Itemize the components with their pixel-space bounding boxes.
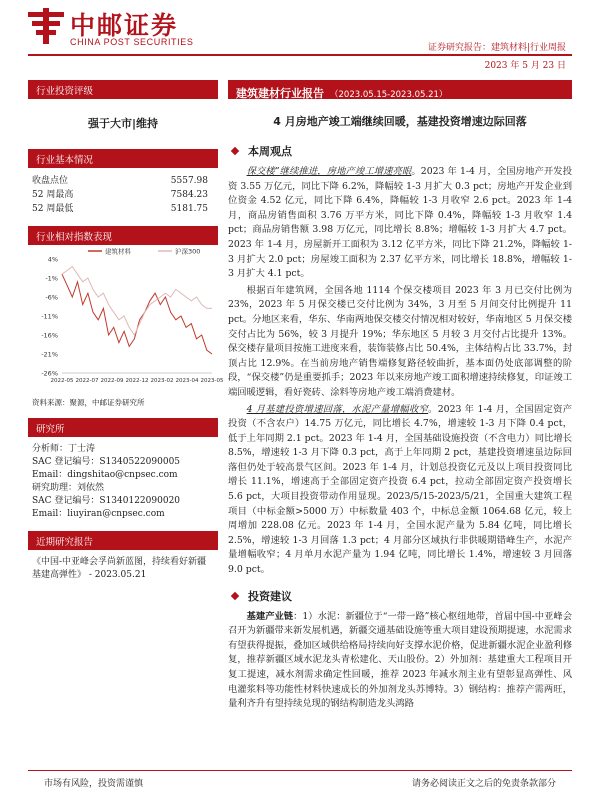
paragraph-advice — [228, 610, 572, 712]
paragraph-body: 。2023 年 1-4 月，全国固定资产投资（不含农户）14.75 万亿元，同比增长 4.7%，增速较 1-3 月下降 0.4 pct，低于上年同期 2.1 pct。2023 年 1-4 月，全国基础设施投资（不含电力）同比增长 8.5%，增速较 1-3 月下降 0.3 pct，高于上年同期 2 pct，基建投资增速虽边际回落但仍处于较高景气区间。2023 年 1-4 月，计划总投资亿元及以上项目投资同比增长 11.1%，增速高于全部固定资产投资 6.4 pct，拉动全部固定资产投资增长 5.6 pct，大项目投资带动作用显现。2023/5/15-2023/5/21，全国重大建筑工程项目（中标金额>5000 万）中标数量 403 个，中标总金额 1064.68 亿元，较上周增加 228.08 亿元。2023 年 1-4 月，全国水泥产量为 5.84 亿吨，同比增长 2.5%，增速较 1-3 月回落 1.3 pct；4 月部分区域执行非供暖期错峰生产，水泥产量增幅收窄；4 月单月水泥产量为 1.94 亿吨，同比增长 1.4%，增速较 3 月回落 9.0 pct。 — [228, 403, 572, 576]
basics-key: 52 周最高 — [32, 190, 74, 200]
assistant-name: 研究助理：刘依然 — [32, 483, 105, 493]
basics-key: 收盘点位 — [32, 176, 69, 186]
report-category: 证券研究报告：建筑材料|行业周报 — [427, 43, 566, 53]
section-heading-advice — [228, 580, 572, 610]
basics-key: 52 周最低 — [32, 204, 74, 214]
x-tick-label: 2022-09 — [100, 378, 124, 384]
analyst-section-title: 研究所 — [28, 418, 218, 437]
paragraph-infrastructure — [228, 403, 572, 578]
analyst-name: 分析师：丁士涛 — [32, 444, 96, 454]
y-tick-label: -16% — [41, 331, 58, 340]
y-tick-label: -26% — [41, 369, 58, 378]
y-tick-label: -21% — [41, 350, 58, 359]
x-tick-label: 2023-02 — [150, 378, 174, 384]
diamond-bullet-icon — [231, 591, 239, 599]
diamond-bullet-icon — [231, 147, 239, 155]
company-logo — [28, 6, 218, 48]
series-line-0 — [62, 274, 212, 354]
rating-value: 强于大市|维持 — [87, 117, 159, 130]
basics-value: 7584.23 — [170, 190, 208, 200]
recent-report-item: 《中国-中亚峰会孚尚新蓝图，持续看好新疆基建高弹性》 - 2023.05.21 — [32, 557, 207, 580]
performance-section-title: 行业相对指数表现 — [28, 226, 218, 245]
main-content — [228, 80, 572, 714]
y-tick-label: -11% — [41, 312, 58, 321]
x-tick-label: 2022-12 — [125, 378, 149, 384]
analyst-email: Email：dingshitao@cnpsec.com — [32, 470, 178, 480]
legal-disclaimer: 请务必阅读正文之后的免责条款部分 — [411, 779, 556, 789]
logo-text-en: CHINA POST SECURITIES — [70, 37, 194, 47]
x-tick-label: 2022-05 — [50, 378, 74, 384]
analyst-sac: SAC 登记编号：S1340522090005 — [32, 457, 181, 467]
rating-section-title: 行业投资评级 — [28, 80, 218, 99]
paragraph-lead: 保交楼”继续推进，房地产竣工增速亮眼 — [246, 166, 412, 177]
report-title-bar — [228, 80, 572, 99]
section-heading-text: 本周观点 — [248, 145, 292, 158]
risk-disclaimer: 市场有风险，投资需谨慎 — [44, 779, 144, 789]
report-date: 2023 年 5 月 23 日 — [484, 61, 566, 71]
paragraph-property — [228, 165, 572, 282]
basics-section-title: 行业基本情况 — [28, 149, 218, 168]
recent-reports-title: 近期研究报告 — [28, 531, 218, 550]
basics-value: 5181.75 — [170, 204, 208, 214]
legend-label: 沪深300 — [175, 247, 201, 256]
footer-divider — [28, 770, 572, 771]
paragraph-body: ：1）水泥：新疆位于“一带一路”核心枢纽地带，首届中国-中亚峰会召开为新疆带来新发展机遇，新疆交通基础设施等重大项目建设预期提速，水泥需求有望获得提振，叠加区域供给格局持续向好支撑水泥价格，促进新疆水泥企业盈利修复，推荐新疆区域水泥龙头青松建化、天山股份。2）外加剂：基建重大工程项目开复工提速，减水剂需求确定性回暖，推荐 2023 年减水剂主业有望彰显高弹性、风电灌浆料等功能性材料快速成长的外加剂龙头苏博特。3）钢结构：推荐产需两旺，量利齐升有望持续兑现的钢结构制造龙头鸿路 — [228, 610, 572, 710]
report-date-range: （2023.05.15-2023.05.21） — [330, 90, 448, 100]
assistant-sac: SAC 登记编号：S1340122090020 — [32, 496, 181, 506]
basics-row — [28, 202, 218, 216]
x-tick-label: 2022-07 — [75, 378, 99, 384]
analyst-info — [28, 437, 218, 531]
logo-text-cn: 中邮证券 — [70, 11, 179, 40]
report-title: 建筑建材行业报告 — [236, 87, 324, 100]
chart-source: 资料来源：聚源，中邮证券研究所 — [32, 398, 145, 407]
x-tick-label: 2023-05 — [200, 378, 224, 384]
basics-value: 5557.98 — [170, 176, 208, 186]
performance-chart-svg — [28, 245, 224, 395]
y-tick-label: -1% — [45, 274, 58, 283]
basics-list — [28, 168, 218, 226]
paragraph-delivery: 根据百年建筑网，全国各地 1114 个保交楼项目 2023 年 3 月已交付比例为 23%，2023 年 5 月保交楼已交付比例为 34%，3 月至 5 月间交付比例提升 11 pct。分地区来看，华东、华南两地保交楼交付情况相对较好，华南地区 5 月保交楼交付占比为 56%，较 3 月提升 19%；华东地区 5 月较 3 月交付占比提升 13%。保交楼存量项目按施工进度来看，装饰装修占比 50.4%，主体结构占比 33.7%，封顶占比 12.9%。在当前房地产销售端修复路径较曲折，基本面仍处底部调整的阶段，“保交楼”仍是重要抓手；2023 年以来房地产竣工面积增速持续修复，印证竣工端回暖逻辑，看好瓷砖、涂料等房地产竣工端消费建材。 — [228, 284, 572, 398]
section-heading-views — [228, 141, 572, 165]
company-logo-mark — [28, 8, 64, 44]
x-tick-label: 2023-04 — [175, 378, 199, 384]
paragraph-lead: 基建产业链 — [246, 610, 294, 622]
y-tick-label: -6% — [45, 293, 58, 302]
basics-row — [28, 188, 218, 202]
basics-row — [28, 174, 218, 188]
section-heading-text: 投资建议 — [248, 589, 292, 603]
sidebar — [28, 80, 224, 588]
paragraph-lead: 4 月基建投资增速回落，水泥产量增幅收窄 — [246, 403, 429, 415]
y-tick-label: 4% — [47, 255, 58, 264]
header-divider — [28, 54, 572, 56]
report-headline: 4 月房地产竣工端继续回暖，基建投资增速边际回落 — [273, 115, 527, 128]
paragraph-body: 。2023 年 1-4 月，全国房地产开发投资 3.55 万亿元，同比下降 6.2%，降幅较 1-3 月扩大 0.3 pct；房地产开发企业到位资金 4.52 亿元，同比下降 6.4%，降幅较 1-3 月收窄 2.6 pct。2023 年 1-4 月，商品房销售面积 3.76 万平方米，同比下降 0.4%，降幅较 1-3 月收窄 1.4 pct；商品房销售额 3.98 万亿元，同比增长 8.8%；增幅较 1-3 月扩大 4.7 pct。2023 年 1-4 月，房屋新开工面积为 3.12 亿平方米，同比下降 21.2%，降幅较 1-3 月扩大 2.0 pct；房屋竣工面积为 2.37 亿平方米，同比增长 18.8%，增幅较 1-3 月扩大 4.1 pct。 — [228, 166, 572, 280]
legend-label: 建筑材料 — [105, 247, 131, 256]
relative-performance-chart — [28, 245, 224, 395]
assistant-email: Email：liuyiran@cnpsec.com — [32, 509, 165, 519]
